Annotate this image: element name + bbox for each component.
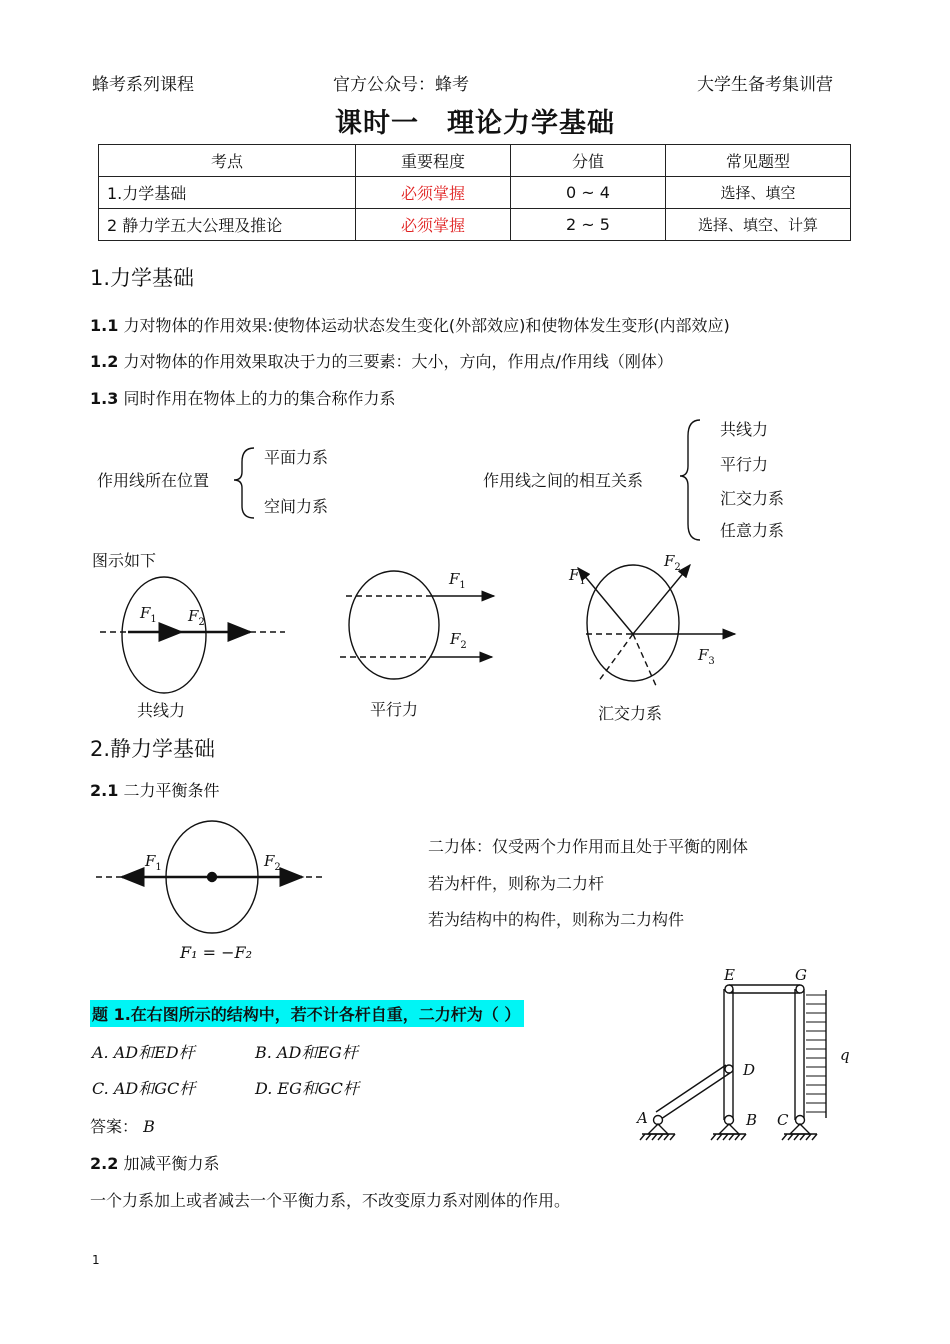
paragraph: 1.1 力对物体的作用效果:使物体运动状态发生变化(外部效应)和使物体发生变形(内部效应) [90,316,730,335]
joint-label-e: E [724,966,735,984]
force-label-f2: $F_2$ [450,630,467,651]
table-cell: 1.力学基础 [99,177,356,209]
force-label-f1: $F_1$ [449,570,466,591]
concurrent-force-diagram [578,565,735,688]
option-b: B. AD和EG杆 [255,1043,358,1062]
joint-label-b: B [746,1111,758,1129]
table-cell: 2 ~ 5 [511,209,666,241]
table-header: 重要程度 [356,145,511,177]
classification-label: 作用线之间的相互关系 [483,471,644,490]
joint-label-d: D [743,1061,756,1079]
table-cell: 必须掌握 [356,177,511,209]
paragraph: 1.3 同时作用在物体上的力的集合称作力系 [90,389,396,408]
figure-caption: 平行力 [370,700,419,719]
joint-label-a: A [637,1109,648,1127]
figure-caption: 汇交力系 [598,704,663,723]
paragraph: 2.1 二力平衡条件 [90,781,220,800]
two-force-diagram [96,821,326,933]
classification-item: 汇交力系 [720,489,785,508]
paragraph: 一个力系加上或者减去一个平衡力系，不改变原力系对刚体的作用。 [90,1191,571,1210]
paragraph: 2.2 加减平衡力系 [90,1154,220,1173]
table-header: 分值 [511,145,666,177]
classification-item: 空间力系 [264,497,329,516]
option-c: C. AD和GC杆 [92,1079,196,1098]
table-header: 考点 [99,145,356,177]
brace-icon [680,420,700,540]
paragraph: 1.2 力对物体的作用效果取决于力的三要素：大小，方向，作用点/作用线（刚体） [90,352,673,371]
section-heading: 1.力学基础 [90,266,195,290]
two-force-text: 若为结构中的构件，则称为二力构件 [428,910,685,929]
option-a: A. AD和ED杆 [92,1043,195,1062]
page-number: 1 [92,1253,100,1267]
classification-item: 平面力系 [264,448,329,467]
load-label-q: q [840,1046,850,1064]
collinear-force-diagram [100,577,285,693]
table-header: 常见题型 [666,145,851,177]
table-cell: 必须掌握 [356,209,511,241]
joint-label-c: C [777,1111,789,1129]
question: 题 1.在右图所示的结构中，若不计各杆自重，二力杆为（ ） [90,1000,524,1027]
structure-diagram [640,985,826,1140]
parallel-force-diagram [340,571,494,679]
classification-item: 共线力 [720,420,769,439]
option-d: D. EG和GC杆 [255,1079,359,1098]
table-cell: 选择、填空 [666,177,851,209]
header-course: 蜂考系列课程 [92,75,194,95]
force-label-f1: $F_1$ [569,566,586,587]
table-cell: 2 静力学五大公理及推论 [99,209,356,241]
page-title: 课时一 理论力学基础 [335,108,615,139]
force-label-f1: $F_1$ [140,604,157,625]
two-force-text: 若为杆件，则称为二力杆 [428,874,605,893]
joint-label-g: G [795,966,807,984]
brace-icon [234,448,254,518]
header-camp: 大学生备考集训营 [697,75,833,95]
force-label-f3: $F_3$ [698,646,715,667]
force-label-f2: $F_2$ [264,852,281,873]
table-cell: 选择、填空、计算 [666,209,851,241]
force-label-f1: $F_1$ [145,852,162,873]
table-cell: 0 ~ 4 [511,177,666,209]
section-heading: 2.静力学基础 [90,737,216,761]
force-label-f2: $F_2$ [188,607,205,628]
classification-item: 任意力系 [720,521,785,540]
equation: F₁ = −F₂ [180,943,253,962]
illustration-label: 图示如下 [92,551,157,570]
figure-caption: 共线力 [137,701,186,720]
classification-label: 作用线所在位置 [97,471,210,490]
two-force-text: 二力体：仅受两个力作用而且处于平衡的刚体 [428,837,749,856]
answer: 答案： B [90,1117,155,1136]
force-label-f2: $F_2$ [664,552,681,573]
classification-item: 平行力 [720,455,769,474]
header-account: 官方公众号：蜂考 [333,75,469,95]
